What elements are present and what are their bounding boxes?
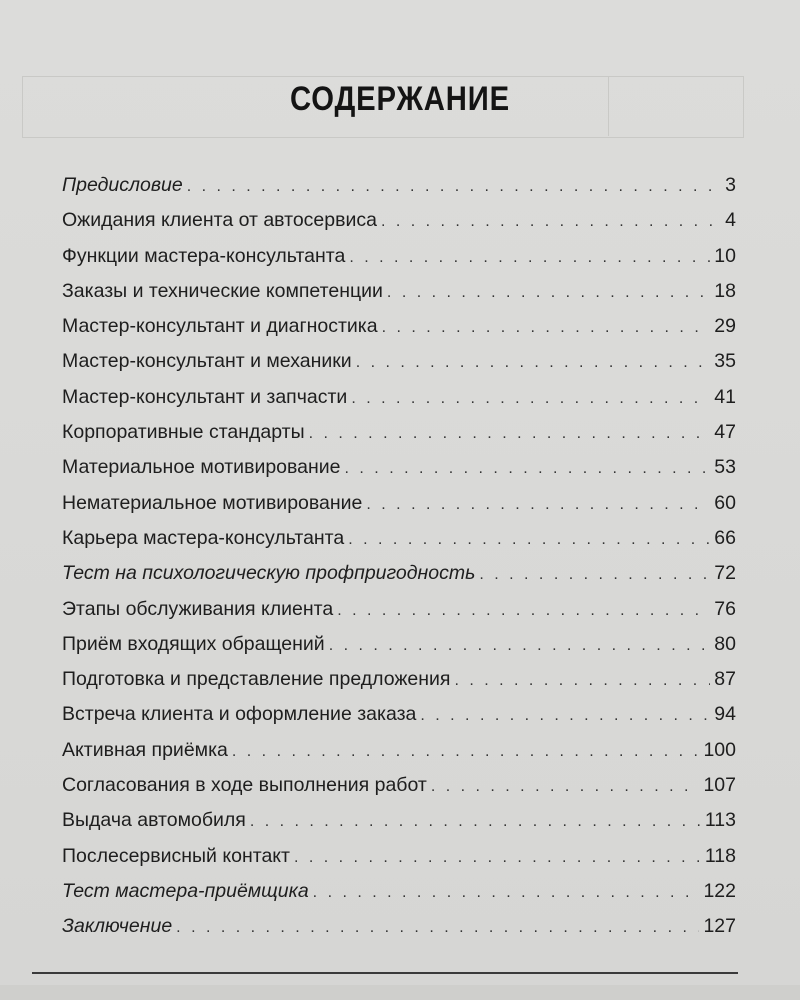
toc-entry — [62, 521, 736, 556]
toc-entry-title: Согласования в ходе выполнения работ — [62, 774, 427, 797]
toc-entry-title: Ожидания клиента от автосервиса — [62, 209, 377, 232]
toc-entry-page-number: 10 — [714, 244, 736, 267]
toc-entry-page-number: 80 — [714, 632, 736, 655]
toc-entry-page-number: 3 — [725, 174, 736, 196]
toc-entry — [62, 733, 736, 768]
toc-entry-page-number: 76 — [714, 597, 736, 620]
toc-entry — [62, 874, 736, 909]
page-title: СОДЕРЖАНИЕ — [290, 80, 510, 118]
toc-entry-title: Заключение — [62, 915, 173, 938]
toc-leader-dots — [329, 628, 711, 663]
toc-entry-page-number: 35 — [714, 350, 736, 373]
toc-entry — [62, 203, 736, 238]
toc-entry-title: Послесервисный контакт — [62, 844, 290, 867]
toc-leader-dots — [232, 734, 700, 769]
toc-entry-page-number: 72 — [714, 562, 736, 585]
toc-leader-dots — [176, 910, 699, 945]
toc-entry-page-number: 122 — [703, 879, 736, 902]
toc-entry — [62, 627, 736, 662]
toc-entry — [62, 274, 736, 309]
toc-entry-title: Подготовка и представление предложения — [62, 668, 451, 691]
toc-entry-page-number: 60 — [714, 491, 736, 514]
toc-leader-dots — [250, 804, 701, 839]
toc-entry-title: Мастер-консультант и запчасти — [62, 385, 348, 408]
toc-entry-page-number: 47 — [714, 421, 736, 444]
toc-entry — [62, 486, 736, 521]
page-bottom-edge — [0, 985, 800, 1000]
toc-entry — [62, 909, 736, 944]
toc-entry — [62, 768, 736, 803]
toc-entry-page-number: 41 — [714, 385, 736, 408]
toc-leader-dots — [351, 381, 710, 416]
toc-entry-title: Карьера мастера-консультанта — [62, 526, 345, 549]
bottom-rule — [32, 972, 738, 974]
toc-leader-dots — [348, 522, 710, 557]
toc-entry-title: Приём входящих обращений — [62, 632, 325, 655]
toc-entry-page-number: 127 — [703, 915, 736, 938]
toc-entry — [62, 839, 736, 874]
toc-entry — [62, 415, 736, 450]
toc-leader-dots — [381, 204, 721, 239]
toc-entry — [62, 662, 736, 697]
toc-entry — [62, 380, 736, 415]
toc-entry-title: Материальное мотивирование — [62, 456, 341, 479]
toc-entry-title: Заказы и технические компетенции — [62, 279, 383, 302]
toc-leader-dots — [420, 698, 710, 733]
toc-leader-dots — [356, 345, 711, 380]
toc-entry-title: Мастер-консультант и механики — [62, 350, 352, 373]
toc-entry-page-number: 118 — [704, 844, 736, 867]
toc-entry-page-number: 53 — [714, 456, 736, 479]
toc-leader-dots — [313, 875, 700, 910]
toc-leader-dots — [454, 663, 710, 698]
toc-entry — [62, 168, 736, 203]
toc-entry-page-number: 4 — [725, 209, 736, 232]
toc-entry-title: Тест мастера-приёмщика — [62, 879, 309, 902]
toc-entry — [62, 556, 736, 591]
toc-entry-title: Функции мастера-консультанта — [62, 244, 346, 267]
toc-entry-title: Выдача автомобиля — [62, 809, 246, 832]
toc-entry-page-number: 29 — [714, 315, 736, 338]
toc-leader-dots — [349, 240, 710, 275]
toc-entry-title: Тест на психологическую профпригодность — [62, 562, 476, 585]
toc-entry-title: Нематериальное мотивирование — [62, 491, 363, 514]
toc-entry — [62, 309, 736, 344]
toc-leader-dots — [387, 275, 710, 310]
toc-leader-dots — [366, 487, 710, 522]
toc-entry-title: Встреча клиента и оформление заказа — [62, 703, 417, 726]
toc-entry-page-number: 66 — [714, 526, 736, 549]
toc-entry-title: Мастер-консультант и диагностика — [62, 315, 378, 338]
toc-entry-title: Активная приёмка — [62, 738, 228, 761]
table-of-contents — [62, 168, 736, 945]
toc-leader-dots — [187, 169, 721, 204]
toc-entry — [62, 450, 736, 485]
toc-leader-dots — [294, 840, 701, 875]
toc-entry-page-number: 94 — [714, 703, 736, 726]
toc-entry — [62, 239, 736, 274]
toc-entry — [62, 803, 736, 838]
toc-entry — [62, 697, 736, 732]
toc-leader-dots — [345, 451, 711, 486]
toc-entry — [62, 592, 736, 627]
toc-leader-dots — [479, 557, 710, 592]
toc-entry-page-number: 87 — [714, 668, 736, 691]
toc-entry-page-number: 100 — [703, 738, 736, 761]
toc-entry-title: Предисловие — [62, 174, 183, 196]
toc-entry-page-number: 113 — [704, 809, 736, 832]
toc-entry-title: Этапы обслуживания клиента — [62, 597, 334, 620]
toc-leader-dots — [382, 310, 711, 345]
toc-leader-dots — [309, 416, 711, 451]
toc-entry-page-number: 107 — [703, 774, 736, 797]
toc-leader-dots — [337, 593, 710, 628]
toc-entry-page-number: 18 — [714, 279, 736, 302]
toc-entry-title: Корпоративные стандарты — [62, 421, 305, 444]
toc-leader-dots — [431, 769, 700, 804]
toc-entry — [62, 344, 736, 379]
